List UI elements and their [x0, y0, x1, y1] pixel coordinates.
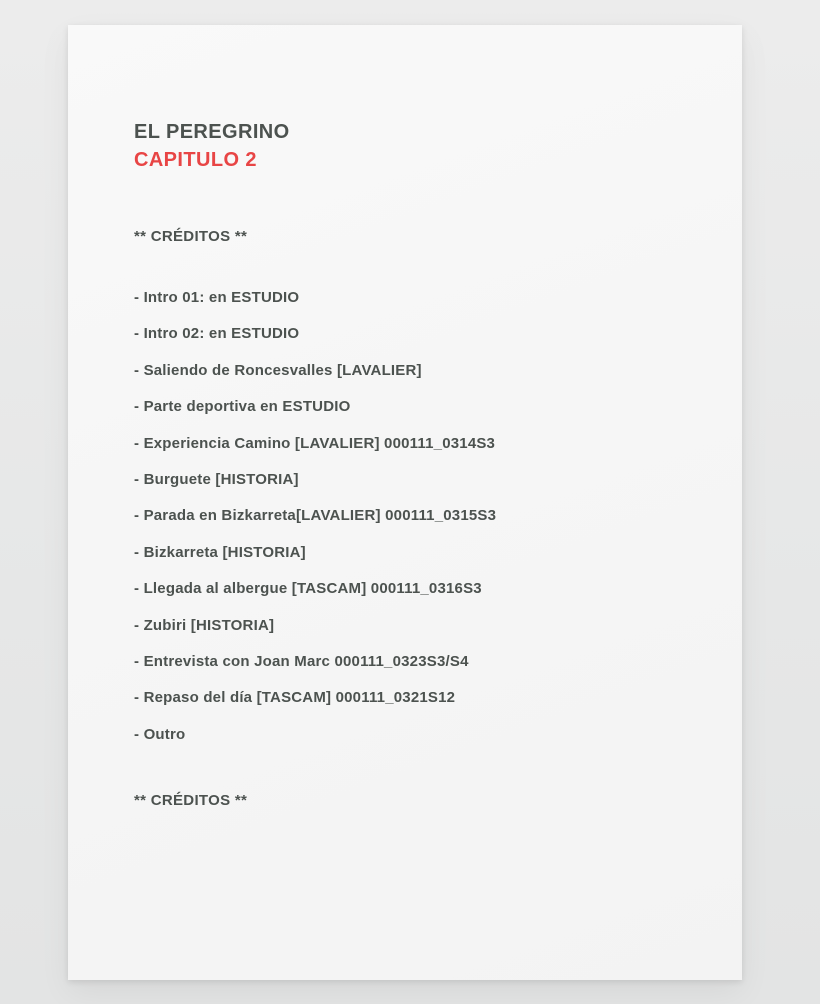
document-title: EL PEREGRINO	[134, 121, 290, 143]
list-item: - Parada en Bizkarreta[LAVALIER] 000111_0315S3	[134, 507, 497, 525]
list-item: - Repaso del día [TASCAM] 000111_0321S12	[134, 689, 456, 707]
credits-heading-top: ** CRÉDITOS **	[134, 228, 248, 245]
paper-sheet	[68, 25, 742, 980]
list-item: - Llegada al albergue [TASCAM] 000111_0316S3	[134, 580, 482, 598]
list-item: - Outro	[134, 725, 186, 743]
list-item: - Bizkarreta [HISTORIA]	[134, 543, 306, 561]
list-item: - Parte deportiva en ESTUDIO	[134, 398, 351, 416]
list-item: - Experiencia Camino [LAVALIER] 000111_0314S3	[134, 434, 496, 452]
segment-list	[134, 288, 496, 761]
chapter-subtitle: CAPITULO 2	[134, 149, 257, 171]
list-item: - Saliendo de Roncesvalles [LAVALIER]	[134, 361, 422, 379]
list-item: - Intro 02: en ESTUDIO	[134, 325, 300, 343]
list-item: - Intro 01: en ESTUDIO	[134, 289, 300, 306]
list-item: - Entrevista con Joan Marc 000111_0323S3/S4	[134, 652, 469, 670]
credits-heading-bottom: ** CRÉDITOS **	[134, 792, 248, 809]
list-item: - Burguete [HISTORIA]	[134, 470, 299, 488]
list-item: - Zubiri [HISTORIA]	[134, 616, 275, 634]
